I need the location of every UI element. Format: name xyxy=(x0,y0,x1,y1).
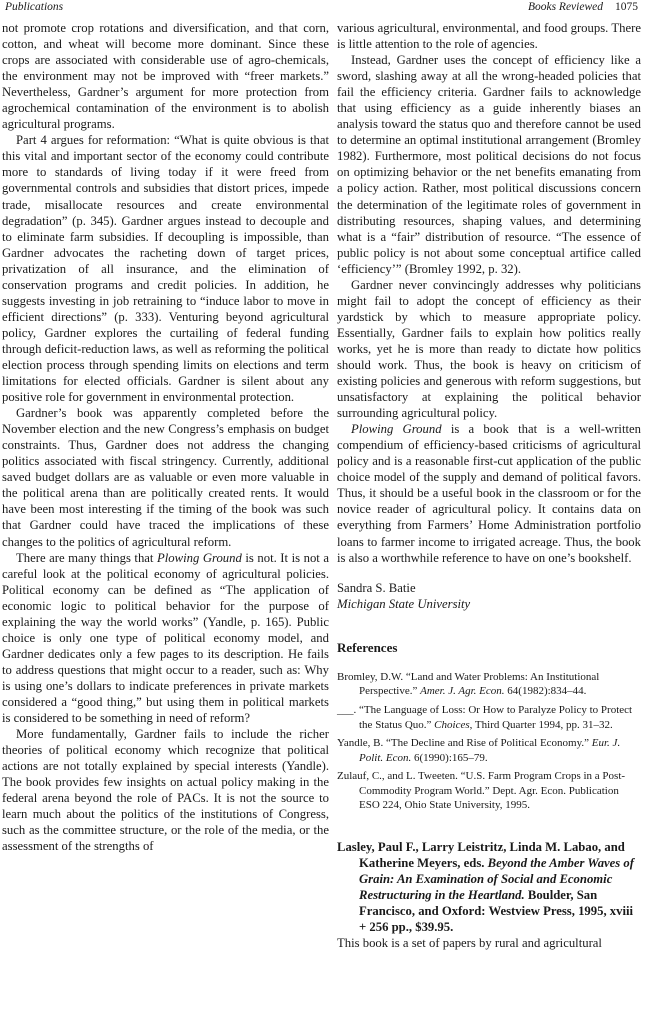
paragraph: various agricultural, environmental, and food groups. There is little attention to the role of agencies. xyxy=(337,21,641,52)
paragraph: More fundamentally, Gardner fails to include the richer theories of political economy which recognize that political actions are not totally explained by special interests (Yandle). The book provides few insights on actual policy making in the federal arena beyond the role of PACs. It is not the source to learn much about the politics of the institutions of Congress, such as the committee structure, or the role of the media, or the assessment of the strengths of xyxy=(2,727,329,854)
left-column xyxy=(2,20,329,854)
header-right xyxy=(528,1,638,13)
paragraph: not promote crop rotations and diversification, and that corn, cotton, and wheat will become more dominant. Since these crops are associated with considerable use of agro-chemicals, the environment may not be improved with “freer markets.” Nevertheless, Gardner’s argument for more protection from agrochemical contamination of the environment is to abolish agricultural programs. xyxy=(2,21,329,132)
page-number: 1075 xyxy=(615,1,638,13)
paragraph: Instead, Gardner uses the concept of efficiency like a sword, slashing away at all the wrong-headed policies that fail the efficiency criteria. Gardner fails to acknowledge that using efficiency as a guide inherently biases an analysis toward the status quo and therefore cannot be used to determine an optimal institutional arrangement (Bromley 1982). Furthermore, most political decisions do not focus on optimizing behavior or the net benefits emanating from a policy action. Rather, most political discussions concern the determination of the legitimate roles of government in distributing resources, shaping values, and determining what is a “fair” distribution of resource. “The essence of public policy is not about some conceptual artifice called ‘efficiency’” (Bromley 1992, p. 32). xyxy=(337,53,641,276)
text-run: , Third Quarter 1994, pp. 31–32. xyxy=(469,718,613,731)
paragraph xyxy=(337,421,641,565)
author-name: Sandra S. Batie xyxy=(337,580,416,595)
right-column xyxy=(337,20,641,951)
references-heading: References xyxy=(337,639,398,655)
paragraph xyxy=(2,550,329,727)
reference-item xyxy=(337,703,641,732)
running-header xyxy=(0,0,650,20)
reference-item xyxy=(337,736,641,765)
header-section: Publications xyxy=(5,1,64,13)
book-title: Plowing Ground xyxy=(157,550,242,565)
next-review-citation xyxy=(337,839,641,935)
text-run: ___. “The Language of Loss: Or How to Paralyze Policy to Protect the Status Quo.” xyxy=(337,703,633,731)
header-journal-section: Books Reviewed xyxy=(527,1,603,13)
paragraph: Gardner never convincingly addresses why politicians might fail to adopt the concept of efficiency as their yardstick by which to measure appropriate policy. Essentially, Gardner fails to explain how politics really works, yet he is more than ready to dictate how politics should work. Thus, the book is heavy on criticism of existing policies and generous with reform suggestions, but unsatisfactory at explaining the political behavior surrounding agricultural policy. xyxy=(337,277,641,421)
review-publisher: Boulder, San Francisco, and Oxford: Westview Press, 1995, xviii + 256 pp., $39.95. xyxy=(359,888,634,935)
review-first-line: This book is a set of papers by rural and agricultural xyxy=(337,936,602,951)
paragraph: Gardner’s book was apparently completed before the November election and the new Congress’s emphasis on budget constraints. Thus, Gardner does not address the changing politics associated with fiscal stringency. Currently, additional saved budget dollars are as valuable or even more valuable in the political arena than are politically created rents. It would have been most interesting if the timing of the book was such that Gardner could have traced the implications of these changes to the politics of agricultural reform. xyxy=(2,406,329,549)
text-run: Yandle, B. “The Decline and Rise of Political Economy.” xyxy=(337,737,592,750)
paragraph: Part 4 argues for reformation: “What is quite obvious is that this vital and important sector of the economy could contribute more to standards of living today if it were freed from governmental controls and subsidies that distort prices, impede trade, misallocate resources and create environmental degradation” (p. 345). Gardner argues instead to decouple and to eliminate farm subsidies. If decoupling is impossible, than Gardner advocates the racheting down of target prices, privatization of all insurance, and the elimination of conservation programs and credit policies. In addition, he suggests investing in job retraining to “induce labor to move in efficient directions” (p. 333). Venturing beyond agricultural policy, Gardner explores the curtailing of federal funding through deficit-reduction laws, as well as reforming the political election process through spending limits on elections and term limitations for elected officials. Gardner is silent about any positive role for government in environmental protection. xyxy=(2,133,329,405)
text-run: 6(1990):165–79. xyxy=(411,751,488,764)
journal-name: Choices xyxy=(434,718,470,731)
reviewer-signature xyxy=(337,580,641,612)
author-affiliation: Michigan State University xyxy=(337,596,471,611)
journal-name: Amer. J. Agr. Econ. xyxy=(420,685,505,698)
journal-name: Eur. J. Polit. Econ. xyxy=(359,737,621,764)
text-run: 64(1982):834–44. xyxy=(504,685,587,698)
reference-item: Zulauf, C., and L. Tweeten. “U.S. Farm Program Crops in a Post-Commodity Program World.” Dept. Agr. Econ. Publication ESO 224, Ohio State University, 1995. xyxy=(337,770,626,812)
book-title: Plowing Ground xyxy=(351,422,442,437)
reference-item xyxy=(337,670,641,699)
text-run: is a book that is a well-written compendium of efficiency-based criticisms of agricultural policy and is a reasonable first-cut application of the public choice model of the supply and demand of political favors. Thus, it should be a useful book in the classroom or for the novice reader of agricultural policy. It contains data on everything from Farmers’ Home Administration portfolio loans to farmer income to irrigated acreage. Thus, the book is also a worthwhile reference to have on one’s bookshelf. xyxy=(337,422,641,565)
review-book-title: Beyond the Amber Waves of Grain: An Examination of Social and Economic Restructuring in the Heartland. xyxy=(359,856,634,903)
text-run: There are many things that xyxy=(16,550,157,565)
review-editors: Lasley, Paul F., Larry Leistritz, Linda M. Labao, and Katherine Meyers, eds. xyxy=(337,840,625,871)
text-run: is not. It is not a careful look at the political economy of agricultural policies. Political economy can be defined as “The application of economic logic to political behavior for the purpose of explaining the way the world works” (Yandle, p. 165). Public choice is only one type of political economy model, and Gardner dedicates only a few pages to its description. He fails to address questions that might occur to a reader, such as: Why is using one’s dollars to indicate preferences in private markets considered a “good thing,” but using them in political markets is considered to be something in need of reform? xyxy=(2,550,329,726)
references-list xyxy=(337,670,641,813)
text-run: Bromley, D.W. “Land and Water Problems: An Institutional Perspective.” xyxy=(337,670,600,698)
